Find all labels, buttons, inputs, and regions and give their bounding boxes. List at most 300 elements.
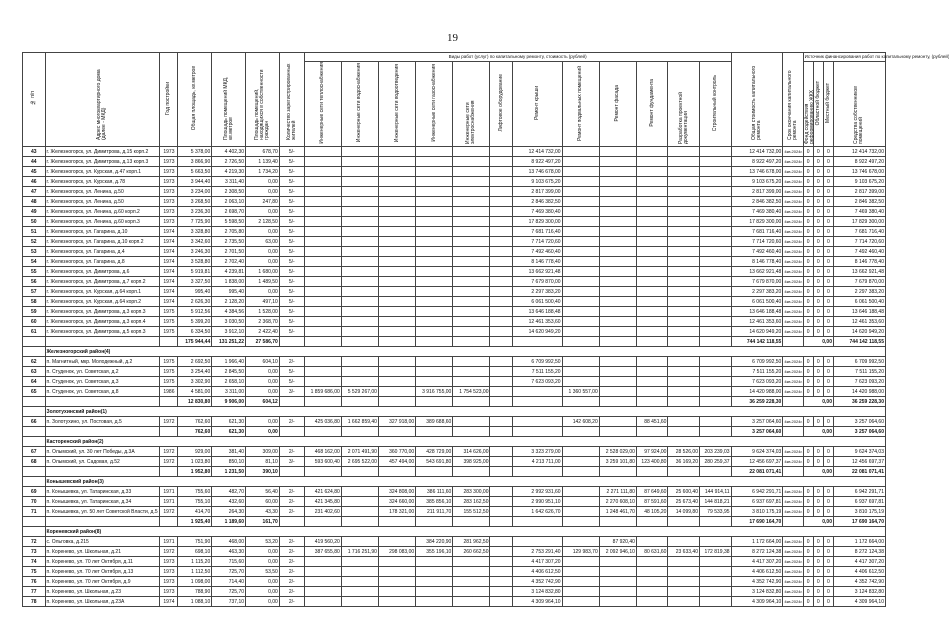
area-cell: 1 528,00	[246, 307, 280, 317]
work-cost-cell	[378, 357, 415, 367]
area-cell: 381,40	[212, 447, 246, 457]
funding-cell: 0	[813, 247, 823, 257]
table-cell	[304, 517, 341, 527]
area-cell: 0,00	[246, 377, 280, 387]
residents-cell: 5/-	[279, 247, 304, 257]
work-cost-cell	[304, 247, 341, 257]
column-header	[783, 53, 803, 147]
funding-cell: 0	[823, 367, 833, 377]
work-cost-cell	[562, 207, 599, 217]
work-cost-cell	[668, 317, 700, 327]
work-cost-cell	[453, 217, 490, 227]
funding-cell: 0	[803, 457, 813, 467]
work-cost-cell	[599, 557, 636, 567]
residents-cell: 2/-	[279, 587, 304, 597]
work-cost-cell	[341, 577, 378, 587]
deadline-cell: 4кв.2024г.	[783, 357, 803, 367]
work-cost-cell: 25 600,40	[668, 487, 700, 497]
row-number: 49	[23, 207, 46, 217]
work-cost-cell	[341, 557, 378, 567]
funding-cell: 0	[823, 157, 833, 167]
funding-cell: 0	[813, 327, 823, 337]
work-cost-cell	[378, 327, 415, 337]
column-header	[513, 62, 563, 147]
address-cell: п. Конышевка, ул. 50 лет Советской Власти, д.5	[45, 507, 160, 517]
work-cost-cell	[304, 147, 341, 157]
address-cell: г. Железногорск, ул. Димитрова, д.7 корп.2	[45, 277, 160, 287]
funding-cell: 0	[813, 567, 823, 577]
work-cost-cell	[668, 377, 700, 387]
work-cost-cell: 1 642 626,70	[513, 507, 563, 517]
subtotal-area: 1 925,40	[178, 517, 212, 527]
residents-cell: 2/-	[279, 507, 304, 517]
year-cell: 1975	[160, 357, 178, 367]
work-cost-cell	[699, 207, 731, 217]
work-cost-cell	[636, 317, 668, 327]
column-header-label: Разработка проектной документации	[677, 92, 689, 144]
work-cost-cell	[636, 147, 668, 157]
deadline-cell: 4кв.2024г.	[783, 557, 803, 567]
owners-funds-cell: 6 942 291,71	[833, 487, 885, 497]
area-cell: 0,00	[246, 547, 280, 557]
work-cost-cell	[562, 557, 599, 567]
subtotal-owners-funds: 36 259 228,30	[833, 397, 885, 407]
work-cost-cell	[341, 597, 378, 607]
work-cost-cell	[562, 237, 599, 247]
work-cost-cell	[453, 417, 490, 427]
work-cost-cell	[304, 177, 341, 187]
work-cost-cell: 4 417 307,20	[513, 557, 563, 567]
column-header	[823, 62, 833, 147]
work-cost-cell	[341, 277, 378, 287]
work-cost-cell	[699, 597, 731, 607]
subtotal-area: 762,60	[178, 427, 212, 437]
table-row	[23, 457, 886, 467]
column-header-label: Ремонт подвальных помещений	[577, 65, 584, 141]
work-cost-cell	[599, 277, 636, 287]
row-number: 71	[23, 507, 46, 517]
owners-funds-cell: 3 257 064,60	[833, 417, 885, 427]
deadline-cell: 4кв.2024г.	[783, 317, 803, 327]
deadline-cell: 4кв.2024г.	[783, 207, 803, 217]
funding-cell: 0	[823, 247, 833, 257]
funding-cell: 0	[813, 177, 823, 187]
subtotal-funding: 0,00	[803, 467, 833, 477]
work-cost-cell	[668, 187, 700, 197]
work-cost-cell: 48 105,20	[636, 507, 668, 517]
work-cost-cell	[341, 287, 378, 297]
deadline-cell: 4кв.2024г.	[783, 457, 803, 467]
work-cost-cell	[416, 597, 453, 607]
table-cell	[453, 397, 490, 407]
work-cost-cell: 88 451,60	[636, 417, 668, 427]
residents-cell: 3/-	[279, 457, 304, 467]
area-cell: 2 308,50	[212, 187, 246, 197]
owners-funds-cell: 13 662 921,48	[833, 267, 885, 277]
work-cost-cell	[699, 577, 731, 587]
table-cell	[23, 407, 46, 417]
work-cost-cell	[453, 307, 490, 317]
table-cell	[453, 517, 490, 527]
work-cost-cell	[453, 147, 490, 157]
work-cost-cell	[378, 297, 415, 307]
work-cost-cell	[513, 387, 563, 397]
row-number: 69	[23, 487, 46, 497]
work-cost-cell	[699, 157, 731, 167]
work-cost-cell	[599, 297, 636, 307]
total-cost-cell: 7 469 380,40	[731, 207, 783, 217]
year-cell: 1972	[160, 447, 178, 457]
funding-cell: 0	[803, 207, 813, 217]
section-title: Золотухинский район(1)	[45, 407, 885, 417]
area-cell: 5 598,50	[212, 217, 246, 227]
area-cell: 2 705,80	[212, 227, 246, 237]
work-cost-cell	[490, 577, 513, 587]
table-cell	[562, 337, 599, 347]
work-cost-cell: 144 818,21	[699, 497, 731, 507]
row-number: 68	[23, 457, 46, 467]
work-cost-cell	[668, 367, 700, 377]
table-cell	[453, 467, 490, 477]
work-cost-cell	[599, 237, 636, 247]
table-cell	[416, 427, 453, 437]
total-cost-cell: 13 662 921,48	[731, 267, 783, 277]
residents-cell: 5/-	[279, 207, 304, 217]
total-cost-cell: 7 511 155,20	[731, 367, 783, 377]
work-cost-cell: 1 360 557,00	[562, 387, 599, 397]
section-title: Железногорский район(4)	[45, 347, 885, 357]
work-cost-cell	[416, 207, 453, 217]
table-row	[23, 187, 886, 197]
owners-funds-cell: 2 297 383,20	[833, 287, 885, 297]
residents-cell: 5/-	[279, 317, 304, 327]
work-cost-cell	[599, 167, 636, 177]
address-cell: г. Железногорск, ул. Димитрова, д.15 корп.2	[45, 147, 160, 157]
row-number: 73	[23, 547, 46, 557]
work-cost-cell	[699, 147, 731, 157]
subtotal-area: 12 830,80	[178, 397, 212, 407]
year-cell: 1973	[160, 577, 178, 587]
section-title: Кореневский район(8)	[45, 527, 885, 537]
work-cost-cell	[341, 197, 378, 207]
area-cell: 621,30	[212, 417, 246, 427]
table-cell	[490, 337, 513, 347]
funding-cell: 0	[823, 567, 833, 577]
funding-cell: 0	[803, 197, 813, 207]
funding-cell: 0	[823, 187, 833, 197]
area-cell: 247,80	[246, 197, 280, 207]
work-cost-cell	[341, 307, 378, 317]
area-cell: 81,10	[246, 457, 280, 467]
deadline-cell: 4кв.2024г.	[783, 387, 803, 397]
work-cost-cell: 327 918,00	[378, 417, 415, 427]
residents-cell: 5/-	[279, 327, 304, 337]
table-cell	[23, 437, 46, 447]
work-cost-cell	[416, 357, 453, 367]
work-cost-cell	[378, 567, 415, 577]
area-cell: 5 663,50	[178, 167, 212, 177]
funding-cell: 0	[803, 187, 813, 197]
area-cell: 0,00	[246, 587, 280, 597]
year-cell: 1974	[160, 237, 178, 247]
work-cost-cell	[378, 207, 415, 217]
work-cost-cell	[599, 267, 636, 277]
residents-cell: 2/-	[279, 577, 304, 587]
column-header-label: Площадь помещений МКД, кв.метров	[222, 76, 234, 140]
area-cell: 850,10	[212, 457, 246, 467]
table-row	[23, 327, 886, 337]
total-cost-cell: 4 417 307,20	[731, 557, 783, 567]
work-cost-cell: 28 526,00	[668, 447, 700, 457]
work-cost-cell	[668, 197, 700, 207]
work-cost-cell	[562, 247, 599, 257]
table-cell	[562, 517, 599, 527]
area-cell: 1 838,00	[212, 277, 246, 287]
work-cost-cell	[378, 557, 415, 567]
table-cell	[45, 397, 160, 407]
table-cell	[23, 337, 46, 347]
subtotal-area: 27 586,70	[246, 337, 280, 347]
column-header-label: Ремонт крыши	[533, 86, 540, 120]
area-cell: 755,60	[178, 487, 212, 497]
total-cost-cell: 3 257 064,60	[731, 417, 783, 427]
table-row	[23, 357, 886, 367]
work-cost-cell	[453, 187, 490, 197]
work-cost-cell	[341, 257, 378, 267]
work-cost-cell	[378, 317, 415, 327]
work-cost-cell	[416, 147, 453, 157]
column-header-label: Ремонт фасада	[614, 84, 621, 122]
area-cell: 0,00	[246, 177, 280, 187]
work-cost-cell	[453, 357, 490, 367]
work-cost-cell	[453, 157, 490, 167]
work-cost-cell	[490, 317, 513, 327]
deadline-cell: 4кв.2024г.	[783, 157, 803, 167]
work-cost-cell: 260 662,50	[453, 547, 490, 557]
address-cell: г. Железногорск, ул. Димитрова, д.3 корп.3	[45, 307, 160, 317]
funding-cell: 0	[813, 487, 823, 497]
work-cost-cell	[490, 247, 513, 257]
work-cost-cell	[699, 237, 731, 247]
work-cost-cell	[699, 277, 731, 287]
area-cell: 482,70	[212, 487, 246, 497]
capital-repair-table	[22, 52, 949, 607]
column-header-label: Адрес многоквартирного дома (далее - МКД)	[96, 68, 108, 140]
address-cell: п. Конышевка, ул. Татаринская, д.33	[45, 487, 160, 497]
work-cost-cell	[599, 367, 636, 377]
area-cell: 1 088,10	[178, 597, 212, 607]
work-cost-cell	[304, 287, 341, 297]
funding-cell: 0	[803, 217, 813, 227]
table-cell	[378, 337, 415, 347]
work-cost-cell	[636, 227, 668, 237]
column-header	[160, 53, 178, 147]
total-cost-cell: 8 272 124,38	[731, 547, 783, 557]
table-cell	[636, 337, 668, 347]
work-cost-cell	[699, 537, 731, 547]
work-cost-cell	[453, 227, 490, 237]
funding-cell: 0	[803, 147, 813, 157]
work-cost-cell	[562, 147, 599, 157]
table-cell	[279, 517, 304, 527]
owners-funds-cell: 13 646 188,48	[833, 307, 885, 317]
work-cost-cell	[341, 587, 378, 597]
deadline-cell: 4кв.2024г.	[783, 587, 803, 597]
deadline-cell: 4кв.2024г.	[783, 187, 803, 197]
work-cost-cell	[341, 327, 378, 337]
work-cost-cell: 87 920,40	[599, 537, 636, 547]
address-cell: г. Железногорск, ул. Димитрова, д.5 корп.3	[45, 327, 160, 337]
work-cost-cell: 355 196,10	[416, 547, 453, 557]
area-cell: 2 063,10	[212, 197, 246, 207]
table-row	[23, 547, 886, 557]
funding-cell: 0	[823, 277, 833, 287]
subtotal-area: 175 944,44	[178, 337, 212, 347]
row-number: 74	[23, 557, 46, 567]
work-cost-cell	[304, 577, 341, 587]
work-cost-cell	[341, 187, 378, 197]
funding-cell: 0	[813, 557, 823, 567]
work-cost-cell	[562, 297, 599, 307]
column-header-label: Фонд содействия реформированию ЖКХ	[803, 90, 815, 144]
work-cost-cell	[699, 287, 731, 297]
subtotal-row	[23, 397, 886, 407]
year-cell: 1975	[160, 317, 178, 327]
work-cost-cell	[490, 587, 513, 597]
work-cost-cell: 155 512,50	[453, 507, 490, 517]
column-header	[304, 62, 341, 147]
table-cell	[513, 517, 563, 527]
funding-cell: 0	[803, 597, 813, 607]
work-cost-cell	[304, 307, 341, 317]
owners-funds-cell: 12 456 697,37	[833, 457, 885, 467]
work-cost-cell	[304, 207, 341, 217]
work-cost-cell	[599, 257, 636, 267]
table-cell	[160, 337, 178, 347]
work-cost-cell	[453, 567, 490, 577]
subtotal-funding: 0,00	[803, 397, 833, 407]
address-cell: п. Коренево, ул. Школьная, д.21	[45, 547, 160, 557]
work-cost-cell: 385 856,10	[416, 497, 453, 507]
funding-cell: 0	[813, 457, 823, 467]
work-cost-cell	[599, 217, 636, 227]
work-cost-cell	[562, 307, 599, 317]
work-cost-cell	[378, 577, 415, 587]
funding-cell: 0	[813, 307, 823, 317]
year-cell: 1972	[160, 417, 178, 427]
column-header	[833, 62, 885, 147]
funding-cell: 0	[803, 497, 813, 507]
funding-cell: 0	[813, 537, 823, 547]
table-cell	[668, 517, 700, 527]
column-header-label: Местный бюджет	[824, 83, 831, 123]
area-cell: 995,40	[212, 287, 246, 297]
work-cost-cell	[304, 167, 341, 177]
owners-funds-cell: 14 620 949,20	[833, 327, 885, 337]
row-number: 78	[23, 597, 46, 607]
funding-cell: 0	[823, 537, 833, 547]
table-cell	[279, 467, 304, 477]
row-number: 58	[23, 297, 46, 307]
subtotal-area: 1 189,60	[212, 517, 246, 527]
work-cost-cell	[378, 247, 415, 257]
work-cost-cell	[562, 327, 599, 337]
owners-funds-cell: 1 172 664,00	[833, 537, 885, 547]
owners-funds-cell: 7 681 716,40	[833, 227, 885, 237]
funding-cell: 0	[813, 257, 823, 267]
total-cost-cell: 14 620 949,20	[731, 327, 783, 337]
work-cost-cell	[490, 187, 513, 197]
work-cost-cell	[378, 597, 415, 607]
table-row	[23, 387, 886, 397]
deadline-cell: 4кв.2024г.	[783, 237, 803, 247]
year-cell: 1973	[160, 157, 178, 167]
address-cell: г. Железногорск, ул. Ленина, д.50	[45, 187, 160, 197]
section-title-row	[23, 407, 886, 417]
work-cost-cell	[636, 257, 668, 267]
year-cell: 1974	[160, 297, 178, 307]
funding-cell: 0	[823, 307, 833, 317]
work-cost-cell	[341, 507, 378, 517]
work-cost-cell	[636, 307, 668, 317]
table-row	[23, 267, 886, 277]
work-cost-cell: 7 679 870,00	[513, 277, 563, 287]
residents-cell: 5/-	[279, 197, 304, 207]
year-cell: 1972	[160, 547, 178, 557]
area-cell: 0,00	[246, 417, 280, 427]
funding-cell: 0	[813, 357, 823, 367]
area-cell: 3 528,80	[178, 257, 212, 267]
residents-cell: 5/-	[279, 377, 304, 387]
residents-cell: 3/-	[279, 387, 304, 397]
work-cost-cell	[668, 257, 700, 267]
column-header-label: Год постройки	[165, 82, 172, 115]
work-cost-cell	[304, 217, 341, 227]
area-cell: 3 268,50	[178, 197, 212, 207]
table-cell	[562, 467, 599, 477]
address-cell: г. Железногорск, ул. Гагарина, д.4	[45, 247, 160, 257]
area-cell: 0,00	[246, 287, 280, 297]
funding-cell: 0	[813, 317, 823, 327]
work-cost-cell: 178 321,00	[378, 507, 415, 517]
subtotal-area: 131 251,22	[212, 337, 246, 347]
area-cell: 2 368,70	[246, 317, 280, 327]
work-cost-cell	[453, 277, 490, 287]
work-cost-cell	[378, 227, 415, 237]
work-cost-cell	[453, 577, 490, 587]
deadline-cell: 4кв.2024г.	[783, 417, 803, 427]
area-cell: 2 702,40	[212, 257, 246, 267]
area-cell: 1 112,50	[178, 567, 212, 577]
funding-cell: 0	[823, 547, 833, 557]
area-cell: 0,00	[246, 597, 280, 607]
area-cell: 3 236,30	[178, 207, 212, 217]
table-cell	[668, 397, 700, 407]
work-cost-cell	[416, 237, 453, 247]
area-cell: 463,30	[212, 547, 246, 557]
work-cost-cell	[513, 417, 563, 427]
work-cost-cell	[562, 177, 599, 187]
area-cell: 6 334,50	[178, 327, 212, 337]
work-cost-cell	[699, 587, 731, 597]
funding-cell: 0	[823, 177, 833, 187]
work-cost-cell: 2 092 946,10	[599, 547, 636, 557]
total-cost-cell: 9 624 374,03	[731, 447, 783, 457]
table-cell	[513, 337, 563, 347]
work-cost-cell: 2 695 522,00	[341, 457, 378, 467]
work-cost-cell	[416, 587, 453, 597]
residents-cell: 2/-	[279, 597, 304, 607]
